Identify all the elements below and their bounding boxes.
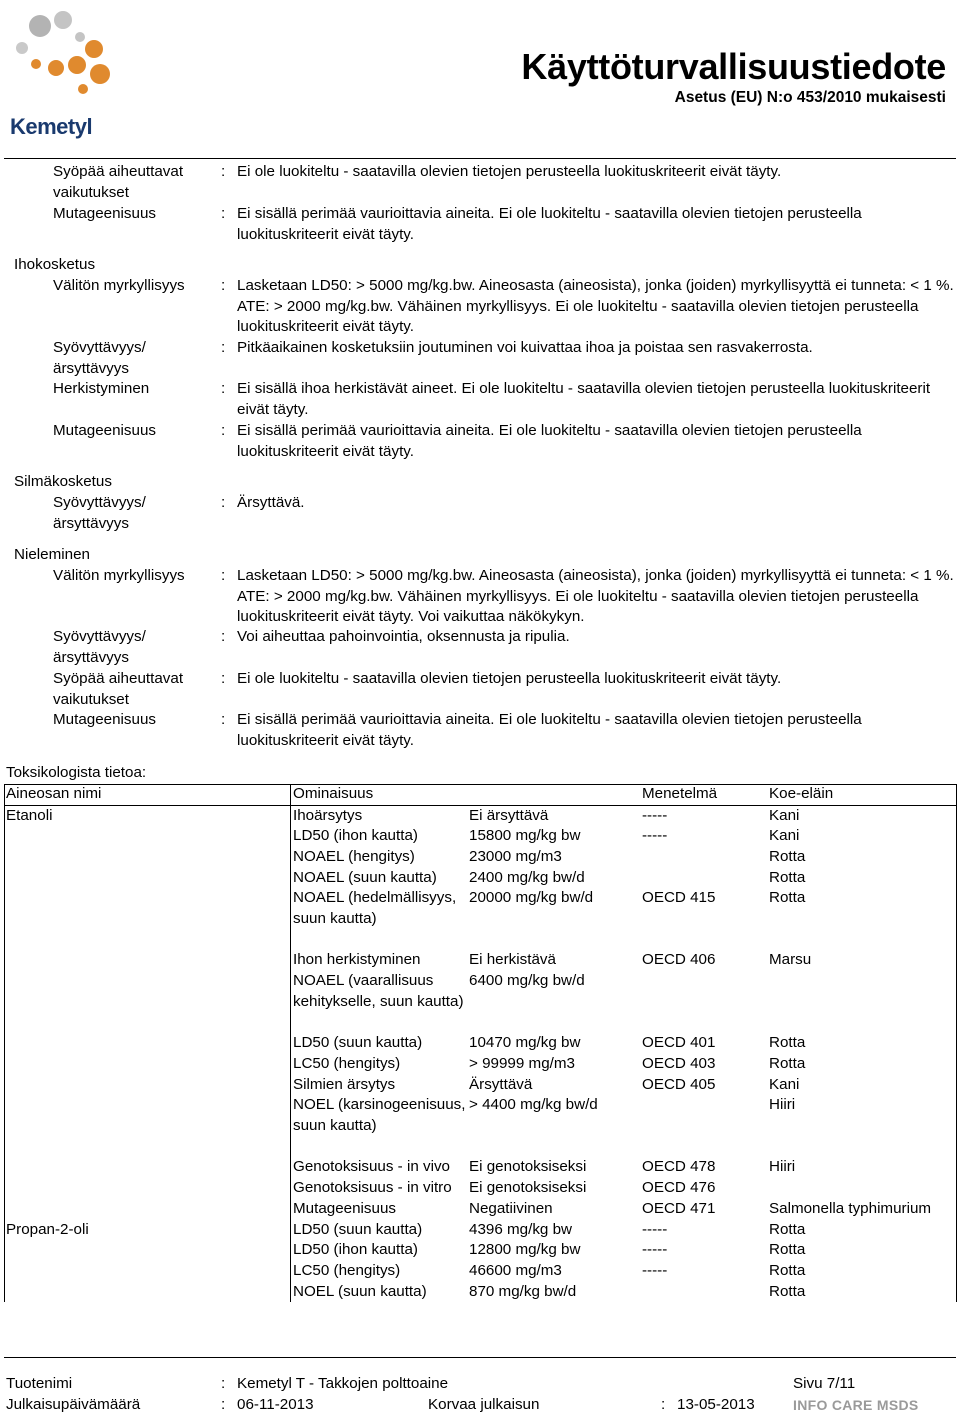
cell-substance: Propan-2-oli bbox=[6, 1220, 89, 1238]
cell-species: Rotta bbox=[769, 847, 806, 865]
cell-result: 15800 mg/kg bw bbox=[469, 827, 581, 845]
kemetyl-logo bbox=[8, 6, 118, 141]
cell-result: Ei genotoksiseksi bbox=[469, 1179, 587, 1197]
cell-substance: Etanoli bbox=[6, 806, 53, 824]
footer-revision-value: 13-05-2013 bbox=[677, 1396, 755, 1413]
footer-revision-label: Korvaa julkaisun bbox=[428, 1396, 540, 1413]
cell-species: Rotta bbox=[769, 1241, 806, 1259]
col-header-method: Menetelmä bbox=[642, 785, 718, 802]
value-mutagenicity: Ei sisällä perimää vaurioittavia aineita. Ei ole luokiteltu - saatavilla olevien tietojen perusteella luokituskriteerit eivät täyty. bbox=[237, 422, 862, 460]
value-mutagenicity: Ei sisällä perimää vaurioittavia aineita. Ei ole luokiteltu - saatavilla olevien tietojen perusteella luokituskriteerit eivät täyty. bbox=[237, 711, 862, 749]
colon: : bbox=[221, 277, 226, 294]
cell-property: Silmien ärsytys bbox=[293, 1075, 396, 1093]
cell-species: Rotta bbox=[769, 1054, 806, 1072]
label-mutagenicity: Mutageenisuus bbox=[53, 422, 157, 439]
tox-table bbox=[4, 784, 957, 1302]
colon: : bbox=[221, 670, 226, 687]
cell-result: > 4400 mg/kg bw/d bbox=[469, 1096, 598, 1114]
page-subtitle: Asetus (EU) N:o 453/2010 mukaisesti bbox=[674, 89, 946, 106]
value-carcinogenicity: Ei ole luokiteltu - saatavilla olevien tietojen perusteella luokituskriteerit eivät täyty. bbox=[237, 163, 782, 180]
footer-issue-value: 06-11-2013 bbox=[237, 1396, 314, 1413]
section-title-eye: Silmäkosketus bbox=[14, 473, 112, 490]
colon: : bbox=[221, 711, 226, 728]
cell-result: 10470 mg/kg bw bbox=[469, 1034, 581, 1052]
footer-product-value: Kemetyl T - Takkojen polttoaine bbox=[237, 1375, 449, 1392]
colon: : bbox=[221, 339, 226, 356]
cell-result: 46600 mg/m3 bbox=[469, 1261, 562, 1279]
table-rule bbox=[290, 784, 291, 1302]
cell-species: Salmonella typhimurium bbox=[769, 1199, 932, 1217]
cell-species: Kani bbox=[769, 806, 800, 824]
section-title-skin: Ihokosketus bbox=[14, 256, 96, 273]
cell-result: > 99999 mg/m3 bbox=[469, 1054, 575, 1072]
label-acute-toxicity: Välitön myrkyllisyys bbox=[53, 277, 185, 294]
label-corrosion-irritation: Syövyttävyys/ ärsyttävyys bbox=[53, 494, 146, 532]
cell-result: Ei herkistävä bbox=[469, 951, 556, 969]
cell-result: Ei genotoksiseksi bbox=[469, 1158, 587, 1176]
cell-property: Genotoksisuus - in vivo bbox=[293, 1158, 451, 1176]
value-acute-toxicity: Lasketaan LD50: > 5000 mg/kg.bw. Aineosasta (aineosista), jonka (joiden) myrkyllisyyttä ei tunneta: < 1 %. ATE: > 2000 mg/kg.bw. Vähäinen myrkyllisyys. Ei ole luokiteltu - saatavilla olevien tietojen perusteella luokituskriteerit eivät täyty. Voi vaikuttaa näkökykyn. bbox=[237, 567, 954, 626]
label-corrosion-irritation: Syövyttävyys/ ärsyttävyys bbox=[53, 339, 146, 377]
footer-brand: INFO CARE MSDS bbox=[793, 1397, 919, 1413]
colon: : bbox=[221, 494, 226, 511]
value-corrosion-irritation: Pitkäaikainen kosketuksiin joutuminen voi kuivattaa ihoa ja poistaa sen rasvakerrosta. bbox=[237, 339, 813, 356]
col-header-species: Koe-eläin bbox=[769, 785, 834, 802]
cell-property: NOAEL (hengitys) bbox=[293, 847, 415, 865]
cell-result: Negatiivinen bbox=[469, 1199, 553, 1217]
cell-method: ----- bbox=[642, 827, 668, 845]
cell-property: NOEL (suun kautta) bbox=[293, 1282, 427, 1300]
label-carcinogenicity: Syöpää aiheuttavat vaikutukset bbox=[53, 163, 184, 201]
cell-species: Rotta bbox=[769, 1261, 806, 1279]
colon: : bbox=[221, 1396, 226, 1413]
cell-species: Rotta bbox=[769, 1034, 806, 1052]
label-mutagenicity: Mutageenisuus bbox=[53, 711, 157, 728]
cell-method: OECD 403 bbox=[642, 1054, 716, 1072]
cell-result: 20000 mg/kg bw/d bbox=[469, 889, 594, 907]
footer-product-label: Tuotenimi bbox=[6, 1375, 73, 1392]
colon: : bbox=[221, 422, 226, 439]
cell-result: 870 mg/kg bw/d bbox=[469, 1282, 577, 1300]
col-header-substance: Aineosan nimi bbox=[6, 785, 102, 802]
cell-species: Kani bbox=[769, 1075, 800, 1093]
cell-species: Kani bbox=[769, 827, 800, 845]
logo-wordmark: Kemetyl bbox=[10, 114, 93, 139]
cell-species: Rotta bbox=[769, 868, 806, 886]
cell-result: 23000 mg/m3 bbox=[469, 847, 562, 865]
colon: : bbox=[221, 163, 226, 180]
section-title-ingestion: Nieleminen bbox=[14, 546, 90, 563]
cell-result: 2400 mg/kg bw/d bbox=[469, 868, 585, 886]
colon: : bbox=[221, 205, 226, 222]
cell-result: 4396 mg/kg bw bbox=[469, 1220, 572, 1238]
cell-species: Hiiri bbox=[769, 1158, 796, 1176]
cell-property: Mutageenisuus bbox=[293, 1199, 397, 1217]
cell-method: OECD 405 bbox=[642, 1075, 716, 1093]
cell-method: OECD 415 bbox=[642, 889, 716, 907]
cell-property: LC50 (hengitys) bbox=[293, 1261, 401, 1279]
cell-property: LD50 (ihon kautta) bbox=[293, 1241, 418, 1259]
cell-method: ----- bbox=[642, 1261, 668, 1279]
value-mutagenicity: Ei sisällä perimää vaurioittavia aineita. Ei ole luokiteltu - saatavilla olevien tietojen perusteella luokituskriteerit eivät täyty. bbox=[237, 205, 862, 243]
cell-method: ----- bbox=[642, 1241, 668, 1259]
footer-divider bbox=[4, 1357, 956, 1358]
cell-method: ----- bbox=[642, 806, 668, 824]
cell-property: NOAEL (suun kautta) bbox=[293, 868, 437, 886]
footer-issue-label: Julkaisupäivämäärä bbox=[6, 1396, 141, 1413]
cell-method: OECD 471 bbox=[642, 1199, 716, 1217]
label-carcinogenicity: Syöpää aiheuttavat vaikutukset bbox=[53, 670, 184, 708]
cell-species: Hiiri bbox=[769, 1096, 796, 1114]
cell-result: 6400 mg/kg bw/d bbox=[469, 972, 585, 990]
cell-property: LD50 (suun kautta) bbox=[293, 1220, 423, 1238]
cell-property: NOEL (karsinogeenisuus, suun kautta) bbox=[293, 1096, 466, 1134]
cell-property: Genotoksisuus - in vitro bbox=[293, 1179, 452, 1197]
table-rule bbox=[956, 784, 957, 1302]
cell-method: OECD 406 bbox=[642, 951, 716, 969]
cell-method: ----- bbox=[642, 1220, 668, 1238]
label-corrosion-irritation: Syövyttävyys/ ärsyttävyys bbox=[53, 628, 146, 666]
colon: : bbox=[221, 1375, 226, 1392]
label-acute-toxicity: Välitön myrkyllisyys bbox=[53, 567, 185, 584]
cell-property: NOAEL (vaarallisuus kehitykselle, suun kautta) bbox=[293, 972, 464, 1010]
table-rule bbox=[4, 784, 5, 1302]
cell-property: Ihoärsytys bbox=[293, 806, 363, 824]
cell-property: LC50 (hengitys) bbox=[293, 1054, 401, 1072]
cell-method: OECD 476 bbox=[642, 1179, 716, 1197]
footer-page-number: Sivu 7/11 bbox=[793, 1375, 856, 1392]
header-divider bbox=[4, 158, 956, 159]
cell-species: Rotta bbox=[769, 889, 806, 907]
colon: : bbox=[221, 567, 226, 584]
tox-title: Toksikologista tietoa: bbox=[6, 764, 147, 781]
colon: : bbox=[661, 1396, 666, 1413]
label-mutagenicity: Mutageenisuus bbox=[53, 205, 157, 222]
cell-property: LD50 (ihon kautta) bbox=[293, 827, 418, 845]
page-title: Käyttöturvallisuustiedote bbox=[521, 46, 946, 87]
label-sensitization: Herkistyminen bbox=[53, 380, 150, 397]
value-corrosion-irritation: Ärsyttävä. bbox=[237, 494, 305, 511]
value-acute-toxicity: Lasketaan LD50: > 5000 mg/kg.bw. Aineosasta (aineosista), jonka (joiden) myrkyllisyyttä ei tunneta: < 1 %. ATE: > 2000 mg/kg.bw. Vähäinen myrkyllisyys. Ei ole luokiteltu - saatavilla olevien tietojen perusteella luokituskriteerit eivät täyty. bbox=[237, 277, 954, 336]
cell-method: OECD 401 bbox=[642, 1034, 716, 1052]
value-corrosion-irritation: Voi aiheuttaa pahoinvointia, oksennusta ja ripulia. bbox=[237, 628, 570, 645]
cell-property: NOAEL (hedelmällisyys, suun kautta) bbox=[293, 889, 457, 927]
cell-species: Rotta bbox=[769, 1282, 806, 1300]
cell-result: 12800 mg/kg bw bbox=[469, 1241, 581, 1259]
cell-species: Rotta bbox=[769, 1220, 806, 1238]
col-header-property: Ominaisuus bbox=[293, 785, 374, 802]
cell-result: Ei ärsyttävä bbox=[469, 806, 549, 824]
value-carcinogenicity: Ei ole luokiteltu - saatavilla olevien tietojen perusteella luokituskriteerit eivät täyty. bbox=[237, 670, 782, 687]
colon: : bbox=[221, 380, 226, 397]
value-sensitization: Ei sisällä ihoa herkistävät aineet. Ei ole luokiteltu - saatavilla olevien tietojen perusteella luokituskriteerit eivät täyty. bbox=[237, 380, 931, 418]
cell-species: Marsu bbox=[769, 951, 812, 969]
colon: : bbox=[221, 628, 226, 645]
cell-property: Ihon herkistyminen bbox=[293, 951, 421, 969]
cell-property: LD50 (suun kautta) bbox=[293, 1034, 423, 1052]
cell-result: Ärsyttävä bbox=[469, 1075, 533, 1093]
cell-method: OECD 478 bbox=[642, 1158, 716, 1176]
